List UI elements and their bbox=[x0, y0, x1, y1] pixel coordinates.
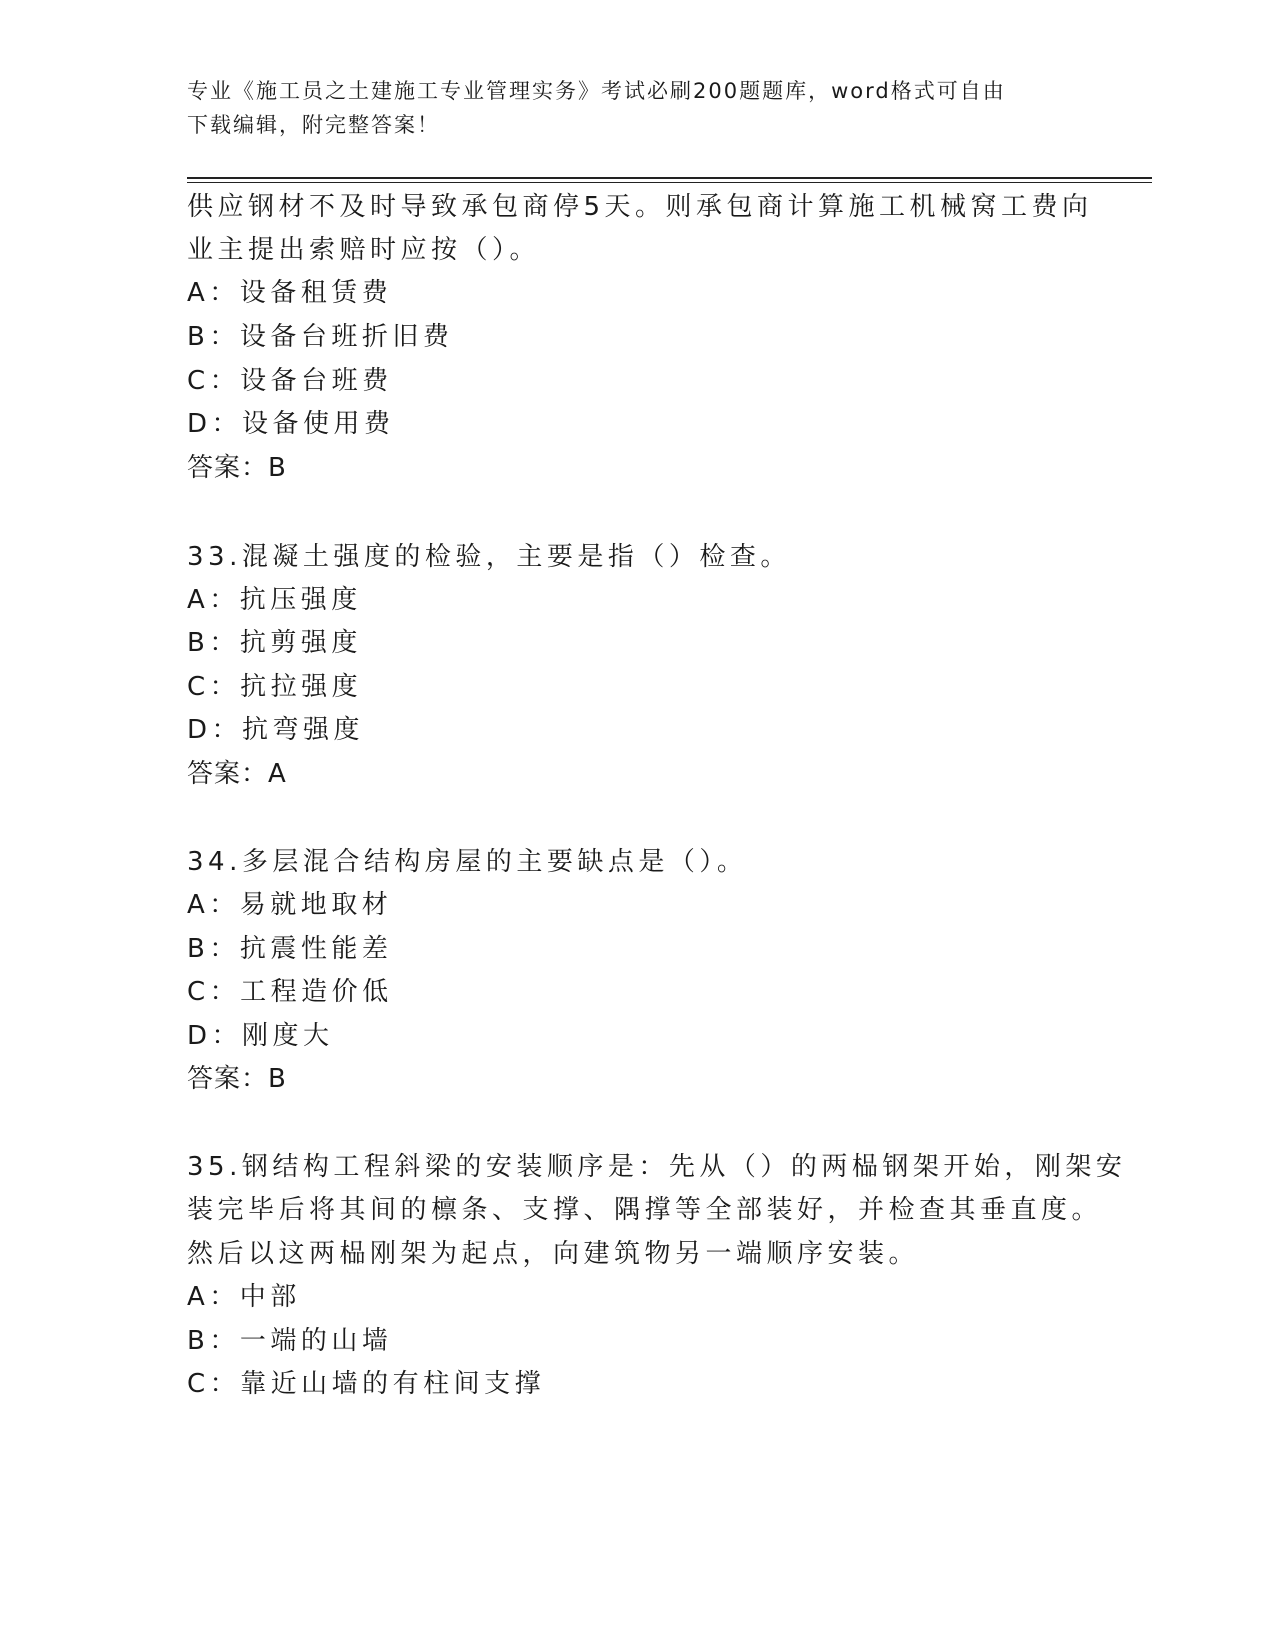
answer: 答案：B bbox=[187, 453, 287, 483]
option-c: C：设备台班费 bbox=[187, 366, 393, 396]
option-b: B：抗震性能差 bbox=[187, 934, 393, 964]
question-35-text: 35.钢结构工程斜梁的安装顺序是：先从（）的两榀钢架开始，刚架安 bbox=[187, 1152, 1127, 1182]
option-c: C：抗拉强度 bbox=[187, 672, 363, 702]
document-header bbox=[187, 74, 1087, 142]
header-divider-thick bbox=[187, 177, 1152, 179]
header-title-line-2: 下载编辑，附完整答案！ bbox=[187, 113, 440, 137]
option-a: A：中部 bbox=[187, 1282, 301, 1312]
header-divider-thin bbox=[187, 182, 1152, 183]
option-d: D：设备使用费 bbox=[187, 409, 395, 439]
answer: 答案：B bbox=[187, 1064, 287, 1094]
option-c: C：靠近山墙的有柱间支撑 bbox=[187, 1369, 546, 1399]
option-c: C：工程造价低 bbox=[187, 977, 393, 1007]
header-title-line-1: 专业《施工员之土建施工专业管理实务》考试必刷200题题库，word格式可自由 bbox=[187, 79, 1006, 103]
option-a: A：设备租赁费 bbox=[187, 278, 393, 308]
option-b: B：抗剪强度 bbox=[187, 628, 362, 658]
option-a: A：抗压强度 bbox=[187, 585, 362, 615]
question-text-line: 然后以这两榀刚架为起点，向建筑物另一端顺序安装。 bbox=[187, 1239, 920, 1269]
option-b: B：设备台班折旧费 bbox=[187, 322, 454, 352]
option-b: B：一端的山墙 bbox=[187, 1326, 393, 1356]
question-text-line: 业主提出索赔时应按（）。 bbox=[187, 235, 541, 265]
question-34-text: 34.多层混合结构房屋的主要缺点是（）。 bbox=[187, 847, 748, 877]
option-a: A：易就地取材 bbox=[187, 890, 393, 920]
answer: 答案：A bbox=[187, 759, 287, 789]
question-33-text: 33.混凝土强度的检验，主要是指（）检查。 bbox=[187, 542, 791, 572]
question-text-line: 装完毕后将其间的檩条、支撑、隅撑等全部装好，并检查其垂直度。 bbox=[187, 1195, 1103, 1225]
question-text-line: 供应钢材不及时导致承包商停5天。则承包商计算施工机械窝工费向 bbox=[187, 192, 1093, 222]
option-d: D：抗弯强度 bbox=[187, 715, 365, 745]
option-d: D：刚度大 bbox=[187, 1021, 334, 1051]
